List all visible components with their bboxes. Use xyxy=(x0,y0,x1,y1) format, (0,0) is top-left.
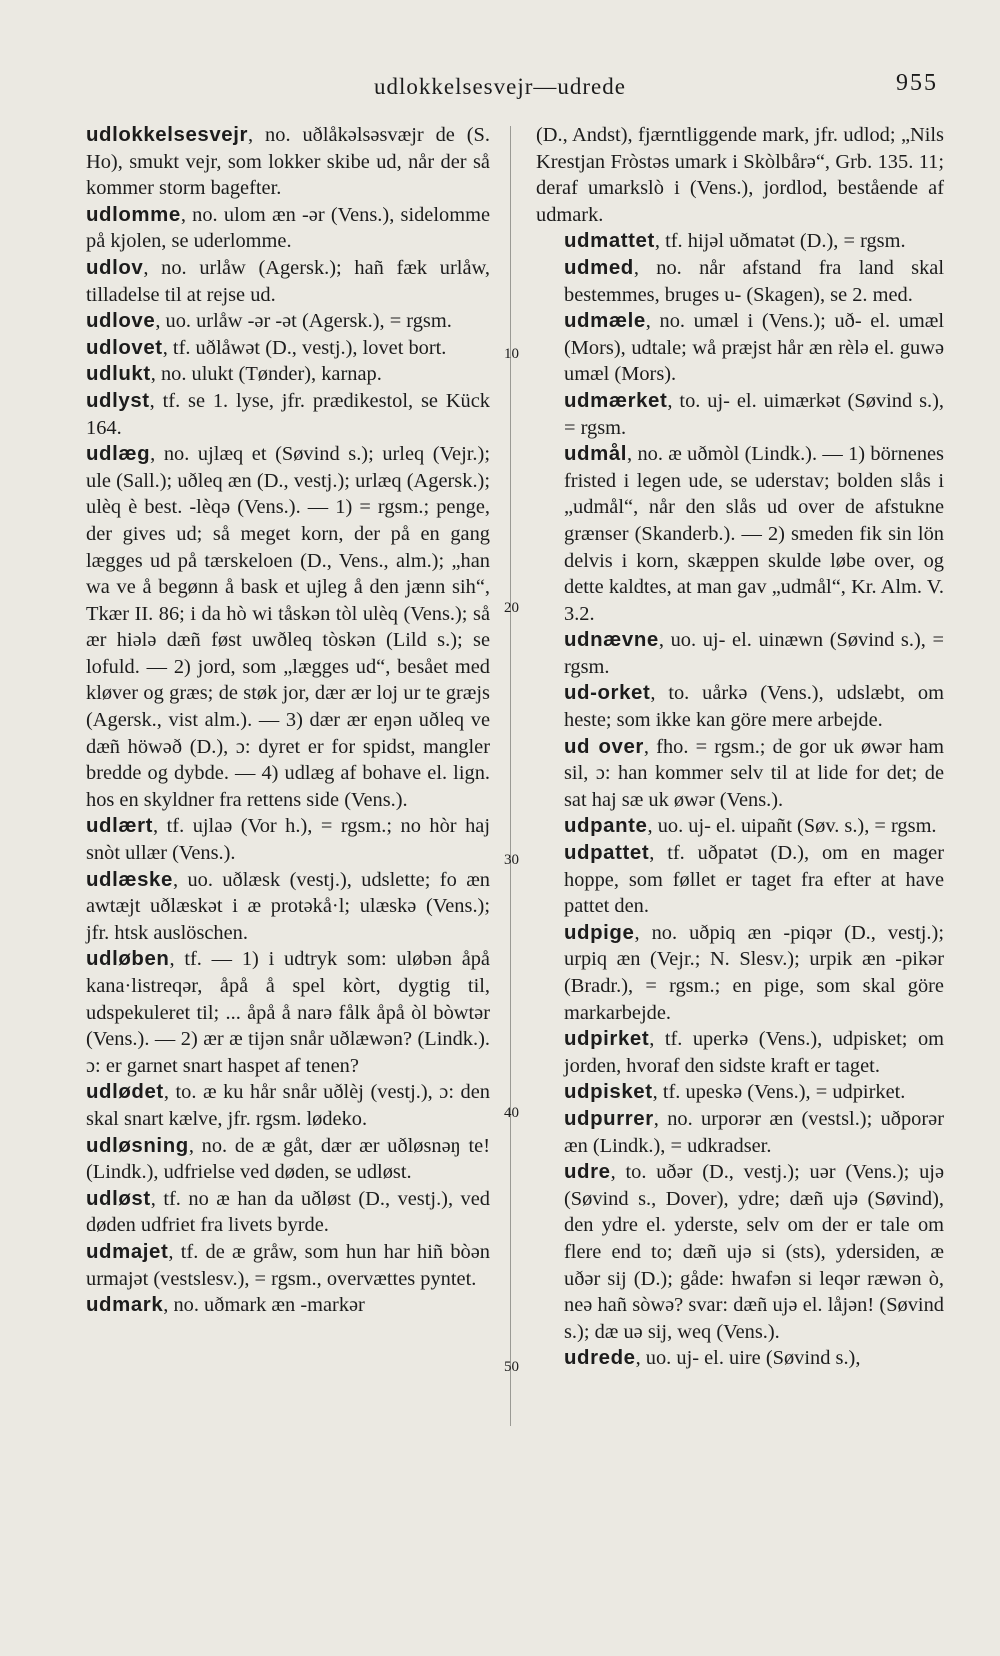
entry-headword: udlovet xyxy=(86,336,163,359)
dictionary-entry xyxy=(58,361,490,388)
entry-definition: , to. æ ku hår snår uðlèj (vestj.), ɔ: den skal snart kælve, jfr. rgsm. lødeko. xyxy=(86,1081,490,1130)
entry-definition: , to. uðər (D., vestj.); uər (Vens.); ujə (Søvind s., Dover), ydre; dæñ ujə (Søvind), den ydre el. yderste, selv om der er tale om flere end to; dæñ ujə si (sts), ydersiden, æ uðər sij (D.); gåde: hwafən si leqər ræwən ò, neə hañ sòwə? svar: dæñ ujə el. låjən! (Søvind s.); dæ uə sij, weq (Vens.). xyxy=(564,1161,944,1343)
entry-headword: udlæske xyxy=(86,868,173,891)
entry-definition: , no. ulukt (Tønder), karnap. xyxy=(150,363,382,386)
dictionary-entry xyxy=(536,388,944,441)
line-number: 50 xyxy=(504,1359,519,1375)
entry-headword: udlæg xyxy=(86,443,151,466)
page-number: 955 xyxy=(896,70,938,96)
dictionary-entry xyxy=(58,308,490,335)
dictionary-entry xyxy=(58,1079,490,1132)
entry-headword: udpurrer xyxy=(564,1107,654,1130)
dictionary-entry xyxy=(536,228,944,255)
dictionary-entry xyxy=(58,1186,490,1239)
line-number: 20 xyxy=(504,600,519,616)
dictionary-entry xyxy=(58,335,490,362)
entry-definition: , no. ujlæq et (Søvind s.); urleq (Vejr.); ule (Sall.); uðleq æn (D., vestj.); urlæq (Agersk.); ulèq è best. -lèqə (Vens.). — 1) = rgsm.; penge, der gives ud; så meget korn, der på en gang lægges ud på tærskeloen (D., Vens., alm.); „han wa ve å begønn å bask et ujleg å den jænn sih“, Tkær II. 86; i da hò wi tåskən tòl ulèq (Vens.); så ær hiələ dæñ føst uwðleq tòskən (Lild s.); se lofuld. — 2) jord, som „lægges ud“, besået med kløver og græs; de støk jor, dær ær loj ur te græjs (Agersk., vist alm.). — 3) dær ær eŋən uðleq ve dæñ höwəð (D.), ɔ: dyret er for spidst, mangler bredde og dybde. — 4) udlæg af bohave el. lign. hos en skyldner fra rettens side (Vens.). xyxy=(86,443,490,811)
dictionary-entry xyxy=(536,840,944,920)
dictionary-entry xyxy=(536,813,944,840)
entry-definition: , tf. upeskə (Vens.), = udpirket. xyxy=(652,1081,906,1104)
entry-definition: , tf. hijəl uðmatət (D.), = rgsm. xyxy=(654,230,906,253)
entry-definition: , no. umæl i (Vens.); uð- el. umæl (Mors), udtale; wå præjst hår æn rèlə el. guwə umæl (Mors). xyxy=(564,310,944,386)
entry-headword: udlukt xyxy=(86,363,151,386)
entry-headword: udpante xyxy=(564,815,648,838)
dictionary-entry xyxy=(58,946,490,1079)
entry-headword: udrede xyxy=(564,1347,636,1370)
dictionary-entry xyxy=(536,680,944,733)
entry-headword: ud-orket xyxy=(564,682,651,705)
entry-headword: udløst xyxy=(86,1187,151,1210)
entry-definition: , to. uårkə (Vens.), udslæbt, om heste; som ikke kan göre mere arbejde. xyxy=(564,682,944,732)
entry-definition: , tf. — 1) i udtryk som: uløbən åpå kana·listreqər, åpå å spel kòrt, dygtig til, udspekuleret til; ... åpå å narə fålk åpå òl bòwtər (Vens.). — 2) ær æ tijən snår uðlæwən? (Lindk.). ɔ: er garnet snart haspet af tenen? xyxy=(86,948,490,1077)
dictionary-entry xyxy=(536,1159,944,1345)
dictionary-entry xyxy=(58,202,490,255)
entry-headword: udmajet xyxy=(86,1240,169,1263)
entry-definition: , tf. no æ han da uðløst (D., vestj.), ved døden udfriet fra livets byrde. xyxy=(86,1187,490,1237)
dictionary-entry xyxy=(536,1106,944,1159)
entry-headword: udlov xyxy=(86,256,144,279)
entry-headword: udmed xyxy=(564,256,634,279)
entry-headword: udlomme xyxy=(86,203,181,226)
entry-headword: udre xyxy=(564,1161,611,1184)
entry-definition: , no. uðmark æn -markər xyxy=(163,1294,365,1317)
entry-headword: udpattet xyxy=(564,842,650,865)
dictionary-entry xyxy=(58,441,490,813)
entry-definition: , no. urporər æn (vestsl.); uðporər æn (Lindk.), = udkradser. xyxy=(564,1107,944,1157)
line-number: 10 xyxy=(504,346,519,362)
running-head: udlokkelsesvejr—udrede xyxy=(374,74,626,99)
line-number: 40 xyxy=(504,1105,519,1121)
dictionary-entry xyxy=(536,627,944,680)
dictionary-entry xyxy=(58,388,490,441)
entry-definition: , no. de æ gåt, dær ær uðløsnəŋ te! (Lindk.), udfrielse ved døden, se udløst. xyxy=(86,1134,490,1184)
column-divider xyxy=(510,126,511,1426)
entry-headword: udpige xyxy=(564,921,635,944)
entry-headword: udlyst xyxy=(86,389,150,412)
entry-definition: , fho. = rgsm.; de gor uk øwər ham sil, ɔ: han kommer selv til at lide for det; de sat haj sæ uk øwər (Vens.). xyxy=(564,735,944,811)
entry-headword: udlove xyxy=(86,310,156,333)
entry-definition: , uo. urlåw -ər -ət (Agersk.), = rgsm. xyxy=(155,310,452,333)
entry-headword: udløben xyxy=(86,948,170,971)
entry-headword: udlært xyxy=(86,815,154,838)
dictionary-entry xyxy=(536,1345,944,1372)
dictionary-entry xyxy=(536,441,944,627)
dictionary-entry xyxy=(58,813,490,866)
entry-definition: (D., Andst), fjærntliggende mark, jfr. udlod; „Nils Krestjan Fròstəs umark i Skòlbårə“, Grb. 135. 11; deraf umarkslò i (Vens.), jordlod, bestående af udmark. xyxy=(536,124,944,226)
entry-definition: , no. uðlåkəlsəsvæjr de (S. Ho), smukt vejr, som lokker skibe ud, når der så kommer storm bagefter. xyxy=(86,124,490,200)
entry-definition: , to. uj- el. uimærkət (Søvind s.), = rgsm. xyxy=(564,389,944,439)
dictionary-entry xyxy=(58,1133,490,1186)
entry-definition: , no. uðpiq æn -piqər (D., vestj.); urpiq æn (Vejr.; N. Slesv.); urpik æn -pikər (Bradr.), = rgsm.; en pige, som skal göre markarbejde. xyxy=(564,921,944,1024)
dictionary-entry xyxy=(536,734,944,814)
entry-headword: udmæle xyxy=(564,310,646,333)
entry-headword: udløsning xyxy=(86,1134,189,1157)
dictionary-entry xyxy=(58,1239,490,1292)
entry-definition: , uo. uðlæsk (vestj.), udslette; fo æn awtæjt uðlæskət i æ protəkå·l; ulæskə (Vens.); jfr. htsk auslöschen. xyxy=(86,868,490,944)
entry-headword: udmærket xyxy=(564,389,668,412)
entry-headword: udmattet xyxy=(564,230,655,253)
dictionary-entry xyxy=(536,255,944,308)
entry-definition: , tf. se 1. lyse, jfr. prædikestol, se Kück 164. xyxy=(86,389,490,439)
entry-definition: , uo. uj- el. uinæwn (Søvind s.), = rgsm. xyxy=(564,629,944,678)
entry-headword: ud over xyxy=(564,735,644,758)
dictionary-entry xyxy=(536,1079,944,1106)
entry-definition: , no. ulom æn -ər (Vens.), sidelomme på kjolen, se uderlomme. xyxy=(86,203,490,253)
right-column xyxy=(536,122,944,1372)
entry-definition: , no. når afstand fra land skal bestemmes, bruges u- (Skagen), se 2. med. xyxy=(564,256,944,306)
entry-definition: , no. æ uðmòl (Lindk.). — 1) börnenes fristed i legen ude, se uderstav; bolden slås i „udmål“, når den slås ud over de afstukne grænser (Skanderb.). — 2) smeden fik sin lön delvis i korn, skæppen skulde løbe over, og dette kaldtes, at man gav „udmål“, Kr. Alm. V. 3.2. xyxy=(564,443,944,625)
dictionary-entry xyxy=(58,255,490,308)
entry-headword: udmål xyxy=(564,443,628,466)
entry-definition: , tf. ujlaə (Vor h.), = rgsm.; no hòr haj snòt ullær (Vens.). xyxy=(86,815,490,865)
entry-definition: , tf. de æ gråw, som hun har hiñ bòən urmajət (vestslesv.), = rgsm., overvættes pyntet. xyxy=(86,1240,490,1290)
entry-definition: , uo. uj- el. uire (Søvind s.), xyxy=(635,1347,861,1370)
entry-headword: udpirket xyxy=(564,1028,650,1051)
dictionary-entry xyxy=(536,122,944,228)
dictionary-entry xyxy=(58,1292,490,1319)
entry-headword: udnævne xyxy=(564,629,659,652)
line-number: 30 xyxy=(504,852,519,868)
entry-headword: udlødet xyxy=(86,1081,164,1104)
entry-definition: , no. urlåw (Agersk.); hañ fæk urlåw, tilladelse til at rejse ud. xyxy=(86,256,490,306)
left-column xyxy=(58,122,490,1319)
entry-definition: , tf. uðpatət (D.), om en mager hoppe, som føllet er taget fra efter at have pattet den. xyxy=(564,842,944,918)
dictionary-entry xyxy=(536,920,944,1026)
entry-headword: udmark xyxy=(86,1294,164,1317)
entry-headword: udlokkelsesvejr xyxy=(86,124,249,146)
dictionary-entry xyxy=(536,1026,944,1079)
entry-definition: , uo. uj- el. uipañt (Søv. s.), = rgsm. xyxy=(647,815,937,838)
dictionary-entry xyxy=(536,308,944,388)
dictionary-entry xyxy=(58,867,490,947)
entry-definition: , tf. uðlåwət (D., vestj.), lovet bort. xyxy=(162,336,447,359)
entry-headword: udpisket xyxy=(564,1081,653,1104)
dictionary-entry xyxy=(58,122,490,202)
entry-definition: , tf. uperkə (Vens.), udpisket; om jorden, hvoraf den sidste kraft er taget. xyxy=(564,1028,944,1077)
